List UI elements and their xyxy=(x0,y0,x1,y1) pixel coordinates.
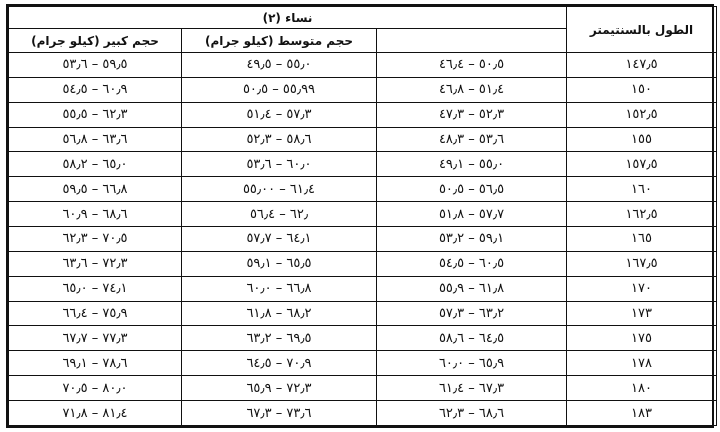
height-cell: ١٦٧٫٥ xyxy=(567,251,717,276)
medium-size-cell: ٦١٫٤ – ٥٥٫٠٠ xyxy=(182,177,377,202)
medium-size-cell: ٥٥٫٩٩ – ٥٠٫٥ xyxy=(182,77,377,102)
table-row xyxy=(9,102,717,127)
large-size-cell: ٨١٫٤ – ٧١٫٨ xyxy=(9,401,182,426)
table-row xyxy=(9,376,717,401)
height-cell: ١٥٢٫٥ xyxy=(567,102,717,127)
height-cell: ١٤٧٫٥ xyxy=(567,53,717,78)
table-row xyxy=(9,202,717,227)
large-size-cell: ٨٠٫٠ – ٧٠٫٥ xyxy=(9,376,182,401)
table-row xyxy=(9,227,717,252)
height-cell: ١٦٢٫٥ xyxy=(567,202,717,227)
height-cell: ١٥٧٫٥ xyxy=(567,152,717,177)
medium-size-cell: ٦٢٫ – ٥٦٫٤ xyxy=(182,202,377,227)
small-size-cell: ٦٥٫٩ – ٦٠٫٠ xyxy=(377,351,567,376)
large-size-cell: ٧٧٫٣ – ٦٧٫٧ xyxy=(9,326,182,351)
medium-size-cell: ٥٥٫٠ – ٤٩٫٥ xyxy=(182,53,377,78)
height-cell: ١٧٣ xyxy=(567,301,717,326)
small-size-cell: ٥٩٫١ – ٥٣٫٢ xyxy=(377,227,567,252)
small-size-cell: ٦٧٫٣ – ٦١٫٤ xyxy=(377,376,567,401)
small-size-cell: ٦١٫٨ – ٥٥٫٩ xyxy=(377,276,567,301)
small-size-cell: ٥٣٫٦ – ٤٨٫٣ xyxy=(377,127,567,152)
small-size-cell: ٥٦٫٥ – ٥٠٫٥ xyxy=(377,177,567,202)
height-cell: ١٦٠ xyxy=(567,177,717,202)
small-size-cell: ٥١٫٤ – ٤٦٫٨ xyxy=(377,77,567,102)
large-size-cell: ٥٩٫٥ – ٥٣٫٦ xyxy=(9,53,182,78)
height-cell: ١٥٥ xyxy=(567,127,717,152)
height-cell: ١٨٣ xyxy=(567,401,717,426)
height-cell: ١٧٥ xyxy=(567,326,717,351)
table-row xyxy=(9,351,717,376)
large-size-cell: ٧٨٫٦ – ٦٩٫١ xyxy=(9,351,182,376)
medium-size-cell: ٧٢٫٣ – ٦٥٫٩ xyxy=(182,376,377,401)
group-header: نساء (٢) xyxy=(9,7,567,29)
height-cell: ١٥٠ xyxy=(567,77,717,102)
weight-height-table xyxy=(6,4,714,428)
large-size-cell: ٦٨٫٦ – ٦٠٫٩ xyxy=(9,202,182,227)
large-size-cell: ٦٣٫٦ – ٥٦٫٨ xyxy=(9,127,182,152)
large-size-cell: ٦٦٫٨ – ٥٩٫٥ xyxy=(9,177,182,202)
small-size-cell: ٦٣٫٢ – ٥٧٫٣ xyxy=(377,301,567,326)
height-header: الطول بالسنتيمتر xyxy=(567,7,717,53)
large-size-cell: ٦٠٫٩ – ٥٤٫٥ xyxy=(9,77,182,102)
small-size-cell: ٦٤٫٥ – ٥٨٫٦ xyxy=(377,326,567,351)
small-size-header xyxy=(377,29,567,53)
height-cell: ١٨٠ xyxy=(567,376,717,401)
table-row xyxy=(9,401,717,426)
medium-size-cell: ٥٨٫٦ – ٥٢٫٣ xyxy=(182,127,377,152)
medium-size-cell: ٧٠٫٩ – ٦٤٫٥ xyxy=(182,351,377,376)
table-row xyxy=(9,326,717,351)
large-size-cell: ٧٠٫٥ – ٦٢٫٣ xyxy=(9,227,182,252)
large-size-cell: ٧٢٫٣ – ٦٣٫٦ xyxy=(9,251,182,276)
medium-size-cell: ٧٣٫٦ – ٦٧٫٣ xyxy=(182,401,377,426)
large-size-cell: ٧٤٫١ – ٦٥٫٠ xyxy=(9,276,182,301)
table-body xyxy=(9,53,717,426)
medium-size-cell: ٦٦٫٨ – ٦٠٫٠ xyxy=(182,276,377,301)
medium-size-header: حجم متوسط (كيلو جرام) xyxy=(182,29,377,53)
height-cell: ١٧٨ xyxy=(567,351,717,376)
table-row xyxy=(9,53,717,78)
medium-size-cell: ٦٩٫٥ – ٦٣٫٢ xyxy=(182,326,377,351)
table-row xyxy=(9,301,717,326)
table-row xyxy=(9,152,717,177)
height-cell: ١٦٥ xyxy=(567,227,717,252)
table-row xyxy=(9,276,717,301)
small-size-cell: ٥٢٫٣ – ٤٧٫٣ xyxy=(377,102,567,127)
table-row xyxy=(9,177,717,202)
medium-size-cell: ٦٥٫٥ – ٥٩٫١ xyxy=(182,251,377,276)
medium-size-cell: ٥٧٫٣ – ٥١٫٤ xyxy=(182,102,377,127)
table-row xyxy=(9,77,717,102)
small-size-cell: ٥٠٫٥ – ٤٦٫٤ xyxy=(377,53,567,78)
large-size-cell: ٦٢٫٣ – ٥٥٫٥ xyxy=(9,102,182,127)
small-size-cell: ٦٨٫٦ – ٦٢٫٣ xyxy=(377,401,567,426)
small-size-cell: ٥٧٫٧ – ٥١٫٨ xyxy=(377,202,567,227)
small-size-cell: ٦٠٫٥ – ٥٤٫٥ xyxy=(377,251,567,276)
large-size-cell: ٦٥٫٠ – ٥٨٫٢ xyxy=(9,152,182,177)
large-size-cell: ٧٥٫٩ – ٦٦٫٤ xyxy=(9,301,182,326)
medium-size-cell: ٦٤٫١ – ٥٧٫٧ xyxy=(182,227,377,252)
medium-size-cell: ٦٨٫٢ – ٦١٫٨ xyxy=(182,301,377,326)
small-size-cell: ٥٥٫٠ – ٤٩٫١ xyxy=(377,152,567,177)
large-size-header: حجم كبير (كيلو جرام) xyxy=(9,29,182,53)
medium-size-cell: ٦٠٫٠ – ٥٣٫٦ xyxy=(182,152,377,177)
table-row xyxy=(9,127,717,152)
table-row xyxy=(9,251,717,276)
height-cell: ١٧٠ xyxy=(567,276,717,301)
